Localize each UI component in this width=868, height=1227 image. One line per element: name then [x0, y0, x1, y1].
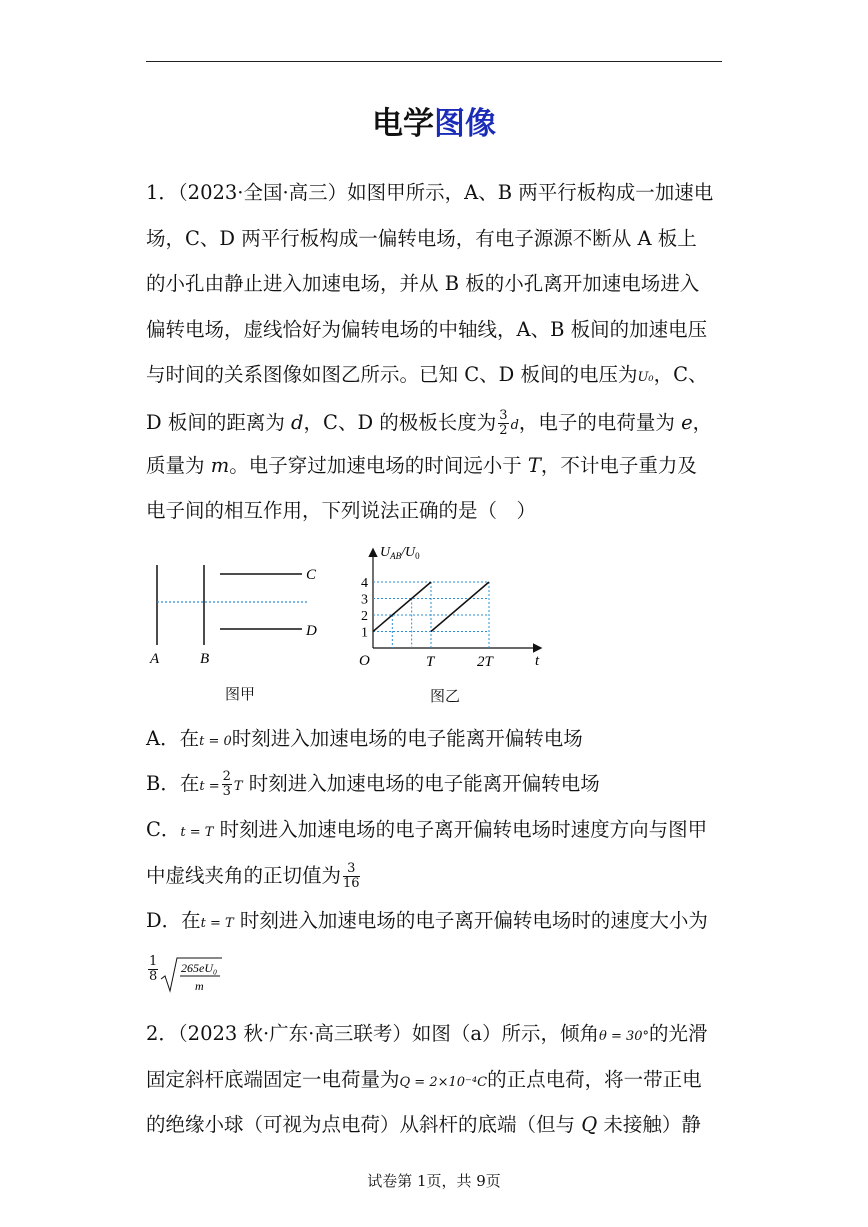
q1-line-5: 与时间的关系图像如图乙所示。已知 C、D 板间的电压为U₀，C、 [146, 363, 708, 386]
option-c-line-2: 中虚线夹角的正切值为 $\frac{3}{16}$ [146, 861, 360, 891]
option-d: D．在t = T 时刻进入加速电场的电子离开偏转电场时的速度大小为 [146, 909, 708, 932]
q1-line-4: 偏转电场，虚线恰好为偏转电场的中轴线，A、B 板间的加速电压 [146, 318, 708, 341]
x-tick-label: 2T [477, 654, 493, 670]
series-line-1 [373, 582, 431, 632]
svg-text:m: m [195, 979, 204, 993]
header-rule [146, 61, 722, 62]
q1-line-1: 1．（2023·全国·高三）如图甲所示，A、B 两平行板构成一加速电 [146, 181, 714, 204]
caption-fig2: 图乙 [430, 687, 461, 705]
q2-line-3: 的绝缘小球（可视为点电荷）从斜杆的底端（但与 Q 未接触）静 [146, 1113, 701, 1136]
y-tick-label: 4 [361, 576, 368, 591]
y-tick-label: 1 [361, 625, 368, 641]
y-tick-label: 2 [361, 609, 368, 624]
x-axis-label: t [535, 653, 540, 669]
label-d: D [306, 623, 317, 639]
q1-line-7: 质量为 m。电子穿过加速电场的时间远小于 T，不计电子重力及 [146, 454, 697, 477]
option-b: B．在t = $\frac{2}{3}$ T 时刻进入加速电场的电子能离开偏转电场 [146, 769, 600, 799]
caption-fig1: 图甲 [225, 685, 256, 703]
sqrt-expression [160, 955, 222, 995]
label-a: A [150, 651, 160, 667]
y-tick-label: 3 [361, 592, 368, 608]
option-c: C．t = T 时刻进入加速电场的电子离开偏转电场时速度方向与图甲 [146, 818, 708, 841]
q2-line-1: 2．（2023 秋·广东·高三联考）如图（a）所示，倾角θ = 30°的光滑 [146, 1022, 708, 1045]
voltage-time-chart [350, 540, 550, 680]
option-d-line-2: $\frac{1}{8}$ 265eU₀ m [146, 955, 726, 999]
label-b: B [200, 651, 210, 667]
origin-label: O [359, 653, 370, 669]
page-title: 电学图像 [372, 106, 496, 142]
figure-plates [140, 555, 340, 675]
page-footer: 试卷第 1页，共 9页 [367, 1172, 501, 1190]
label-c: C [306, 567, 317, 583]
q1-line-8: 电子间的相互作用，下列说法正确的是（ ） [146, 499, 537, 522]
q1-line-3: 的小孔由静止进入加速电场，并从 B 板的小孔离开加速电场进入 [146, 272, 700, 295]
x-tick-label: T [426, 654, 435, 670]
q1-line-2: 场，C、D 两平行板构成一偏转电场，有电子源源不断从 A 板上 [146, 227, 697, 250]
svg-text:265eU₀: 265eU₀ [181, 961, 218, 975]
option-a: A．在t = 0时刻进入加速电场的电子能离开偏转电场 [146, 727, 583, 750]
q1-line-6: D 板间的距离为 d，C、D 的极板长度为 $\frac{3}{2}$ d，电子的电荷量为 e， [146, 408, 713, 438]
q2-line-2: 固定斜杆底端固定一电荷量为Q = 2×10⁻⁴C的正点电荷，将一带正电 [146, 1068, 702, 1091]
series-line-2 [431, 582, 489, 632]
y-axis-label: $U_{AB}/U_0$ [380, 545, 420, 561]
